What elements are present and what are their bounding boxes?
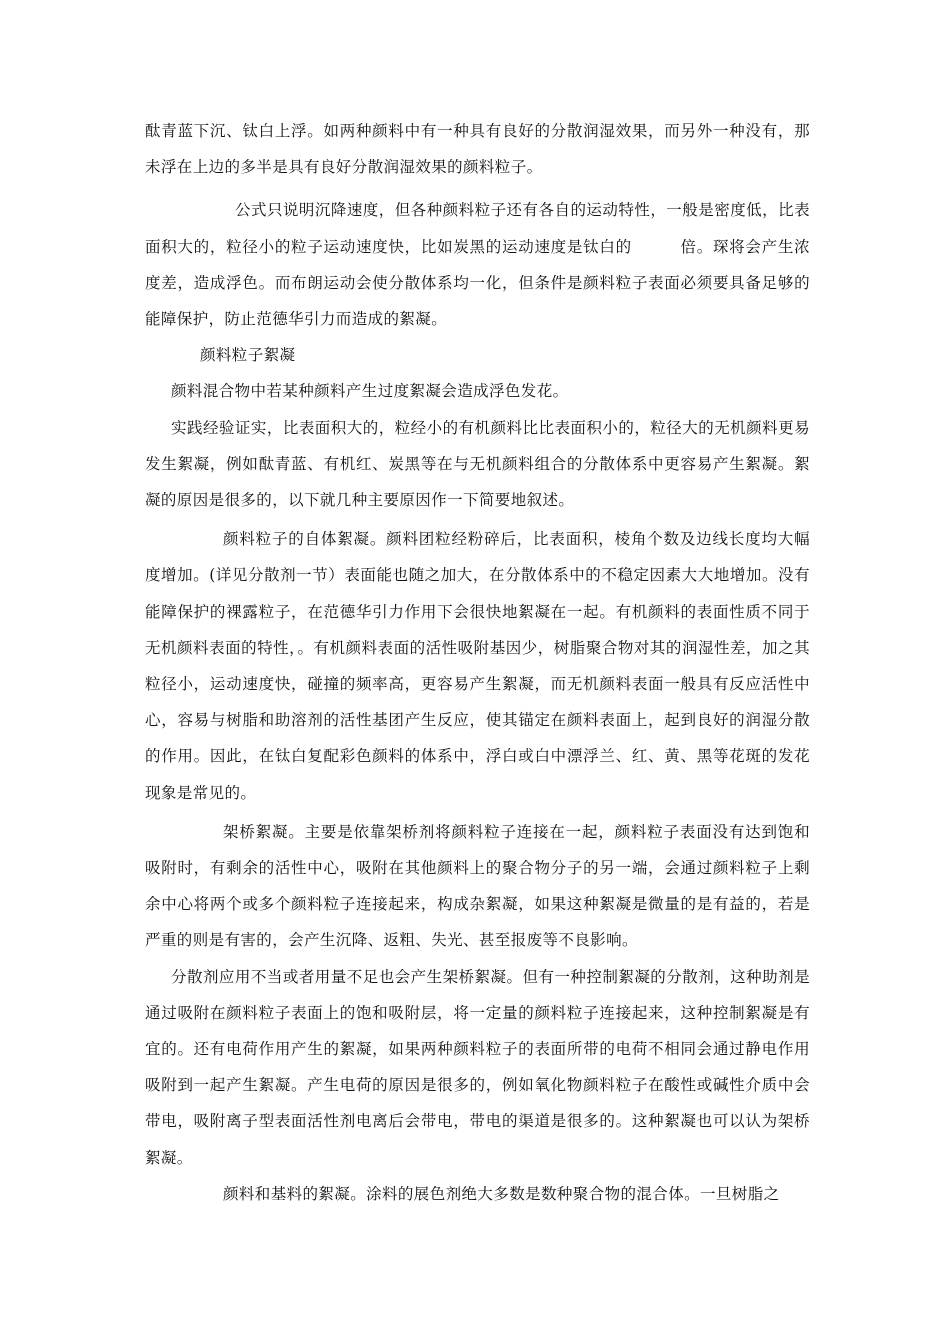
document-body (145, 113, 810, 1212)
paragraph-sedimentation-formula: 公式只说明沉降速度，但各种颜料粒子还有各自的运动特性，一般是密度低，比表面积大的，粒径小的粒子运动速度快，比如炭黑的运动速度是钛白的 倍。琛将会产生浓度差，造成浮色。而布朗运动会使分散体系均一化，但条件是颜料粒子表面必须要具备足够的能障保护，防止范德华引力而造成的絮凝。 (145, 201, 810, 329)
paragraph-mixture-flocculation: 颜料混合物中若某种颜料产生过度絮凝会造成浮色发花。 (171, 382, 569, 401)
paragraph-self-flocculation: 颜料粒子的自体絮凝。颜料团粒经粉碎后，比表面积，棱角个数及边线长度均大幅度增加。(详见分散剂一节）表面能也随之加大，在分散体系中的不稳定因素大大地增加。没有能障保护的裸露粒子，在范德华引力作用下会很快地絮凝在一起。有机颜料的表面性质不同于无机颜料表面的特性，。有机颜料表面的活性吸附基因少，树脂聚合物对其的润湿性差，加之其粒径小，运动速度快，碰撞的频率高，更容易产生絮凝，而无机颜料表面一般具有反应活性中心，容易与树脂和助溶剂的活性基团产生反应，使其锚定在颜料表面上，起到良好的润湿分散的作用。因此，在钛白复配彩色颜料的体系中，浮白或白中漂浮兰、红、黄、黑等花斑的发花现象是常见的。 (145, 530, 810, 802)
paragraph-dispersant-misuse: 分散剂应用不当或者用量不足也会产生架桥絮凝。但有一种控制絮凝的分散剂，这种助剂是通过吸附在颜料粒子表面上的饱和吸附层，将一定量的颜料粒子连接起来，这种控制絮凝是有宜的。还有电荷作用产生的絮凝，如果两种颜料粒子的表面所带的电荷不相同会通过静电作用吸附到一起产生絮凝。产生电荷的原因是很多的，例如氧化物颜料粒子在酸性或碱性介质中会带电，吸附离子型表面活性剂电离后会带电，带电的渠道是很多的。这种絮凝也可以认为架桥絮凝。 (145, 967, 810, 1167)
paragraph-bridging-flocculation: 架桥絮凝。主要是依靠架桥剂将颜料粒子连接在一起，颜料粒子表面没有达到饱和吸附时，有剩余的活性中心，吸附在其他颜料上的聚合物分子的另一端，会通过颜料粒子上剩余中心将两个或多个颜料粒子连接起来，构成杂絮凝，如果这种絮凝是微量的是有益的，若是严重的则是有害的，会产生沉降、返粗、失光、甚至报废等不良影响。 (145, 822, 810, 950)
paragraph-practical-experience: 实践经验证实，比表面积大的，粒经小的有机颜料比比表面积小的，粒径大的无机颜料更易发生絮凝，例如酞青蓝、有机红、炭黑等在与无机颜料组合的分散体系中更容易产生絮凝。絮凝的原因是很多的，以下就几种主要原因作一下简要地叙述。 (145, 418, 810, 510)
paragraph-continuation: 酞青蓝下沉、钛白上浮。如两种颜料中有一种具有良好的分散润湿效果，而另外一种没有，那未浮在上边的多半是具有良好分散润湿效果的颜料粒子。 (145, 122, 810, 177)
paragraph-pigment-binder-flocculation: 颜料和基料的絮凝。涂料的展色剂绝大多数是数种聚合物的混合体。一旦树脂之 (223, 1184, 780, 1203)
section-heading-flocculation: 颜料粒子絮凝 (200, 346, 296, 365)
